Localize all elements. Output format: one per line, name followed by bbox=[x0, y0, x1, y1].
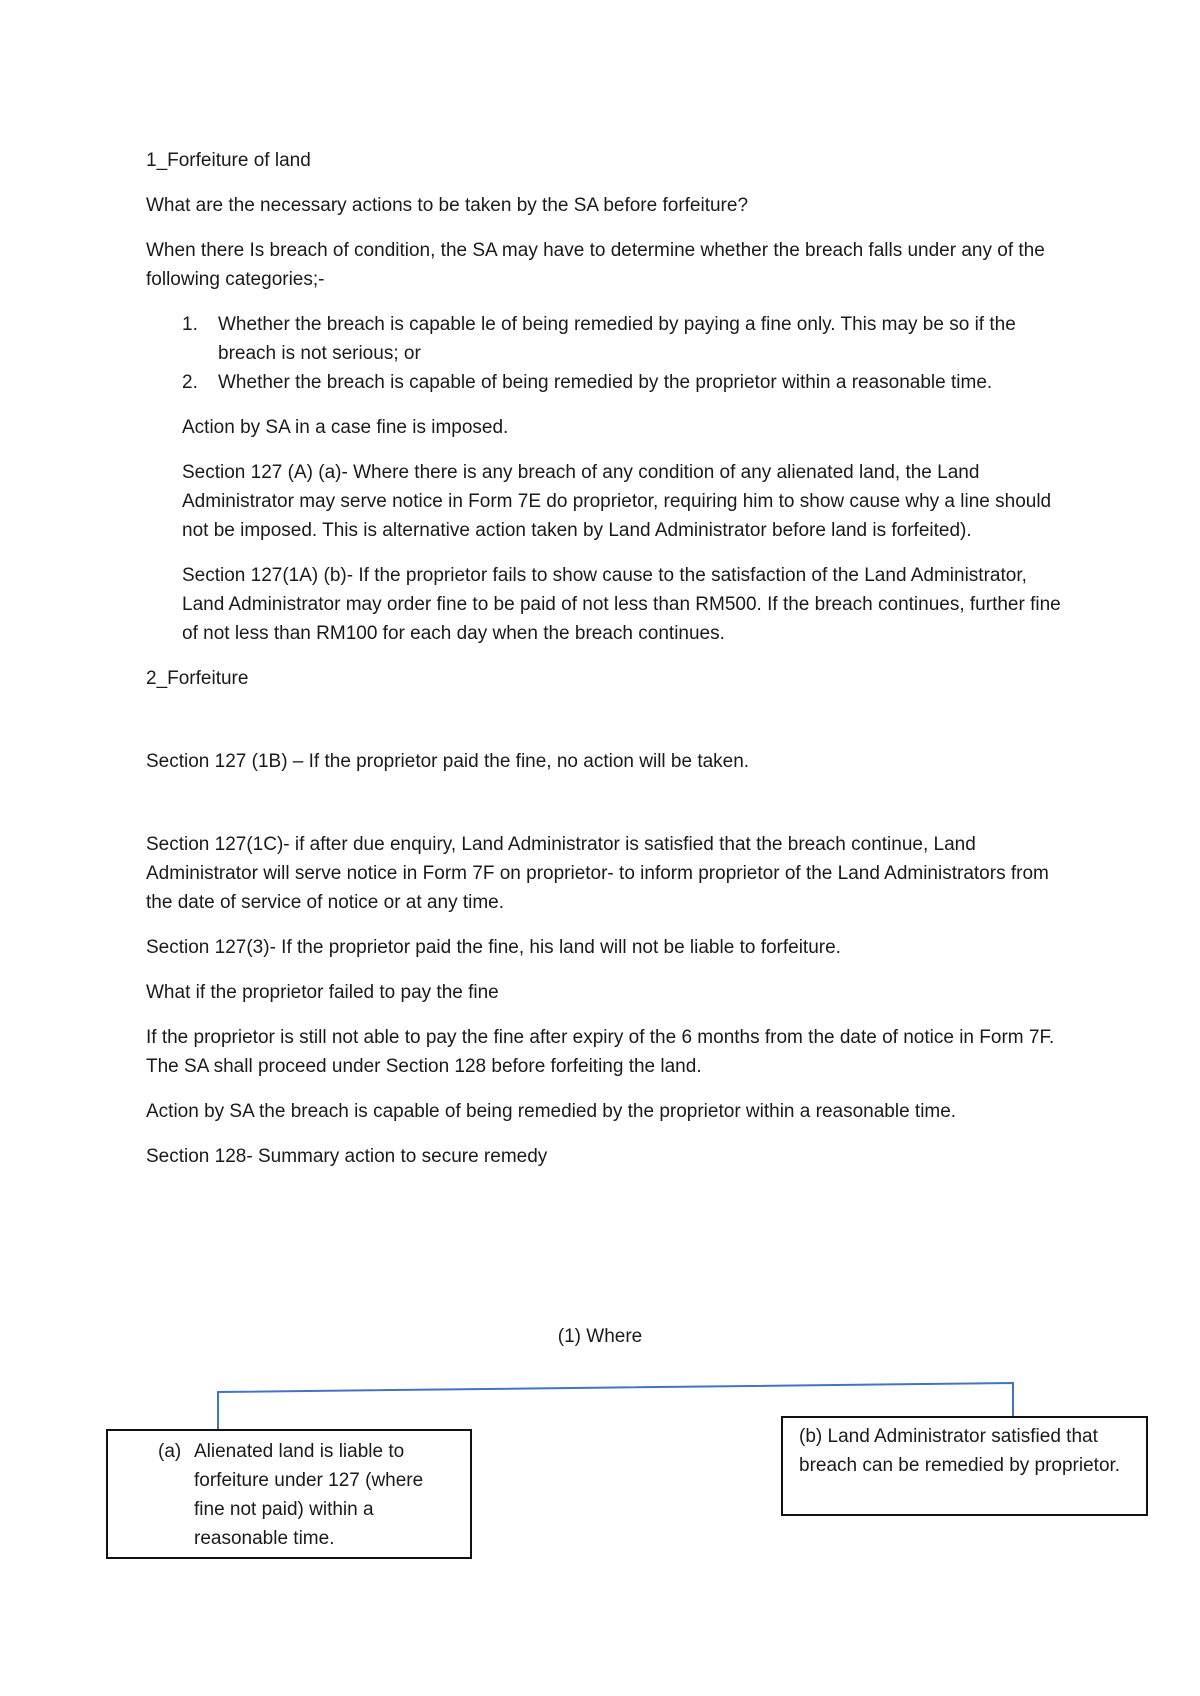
remedy-action-heading: Action by SA the breach is capable of being remedied by the proprietor within a reasonable time. bbox=[146, 1101, 957, 1122]
diagram-box-a bbox=[106, 1429, 472, 1559]
section-127-1b-paragraph: Section 127 (1B) – If the proprietor paid the fine, no action will be taken. bbox=[146, 751, 750, 772]
box-b-text: (b) Land Administrator satisfied that breach can be remedied by proprietor. bbox=[799, 1426, 1121, 1476]
diagram-root-label: (1) Where bbox=[557, 1326, 643, 1347]
list-item-number: 2. bbox=[182, 372, 198, 393]
unpaid-fine-paragraph: If the proprietor is still not able to pay the fine after expiry of the 6 months from the date of notice in Form 7F. The SA shall proceed under Section 128 before forfeiting the land. bbox=[146, 1027, 1055, 1077]
section-127-3-paragraph: Section 127(3)- If the proprietor paid the fine, his land will not be liable to forfeiture. bbox=[146, 937, 841, 958]
section-127a-paragraph: Section 127 (A) (a)- Where there is any breach of any condition of any alienated land, the Land Administrator may serve notice in Form 7E do proprietor, requiring him to show cause why a line should not be imposed. This is alternative action taken by Land Administrator before land is forfeited). bbox=[182, 462, 1052, 541]
question-failed-to-pay: What if the proprietor failed to pay the fine bbox=[146, 982, 499, 1003]
list-item-text: Whether the breach is capable of being remedied by the proprietor within a reasonable time. bbox=[218, 372, 993, 393]
section-127-1a-paragraph: Section 127(1A) (b)- If the proprietor fails to show cause to the satisfaction of the Land Administrator, Land Administrator may order fine to be paid of not less than RM500. If the breach continues, further fine of not less than RM100 for each day when the breach continues. bbox=[182, 565, 1061, 644]
intro-paragraph: When there Is breach of condition, the SA may have to determine whether the breach falls under any of the following categories;- bbox=[146, 240, 1045, 290]
fine-action-heading: Action by SA in a case fine is imposed. bbox=[182, 417, 509, 438]
box-a-label: (a) bbox=[158, 1441, 182, 1462]
list-item-number: 1. bbox=[182, 314, 198, 335]
question-necessary-actions: What are the necessary actions to be taken by the SA before forfeiture? bbox=[146, 195, 749, 216]
section-127-1c-paragraph: Section 127(1C)- if after due enquiry, Land Administrator is satisfied that the breach continue, Land Administrator will serve notice in Form 7F on proprietor- to inform proprietor of the Land Administrators from the date of service of notice or at any time. bbox=[146, 834, 1049, 913]
heading-forfeiture: 2_Forfeiture bbox=[146, 668, 249, 689]
list-item-text: Whether the breach is capable le of being remedied by paying a fine only. This may be so if the breach is not serious; or bbox=[218, 314, 1016, 364]
section-128-heading: Section 128- Summary action to secure remedy bbox=[146, 1146, 548, 1167]
box-a-text: Alienated land is liable to forfeiture under 127 (where fine not paid) within a reasonable time. bbox=[194, 1441, 424, 1549]
diagram-box-b bbox=[781, 1416, 1148, 1516]
heading-forfeiture-of-land: 1_Forfeiture of land bbox=[146, 150, 311, 171]
